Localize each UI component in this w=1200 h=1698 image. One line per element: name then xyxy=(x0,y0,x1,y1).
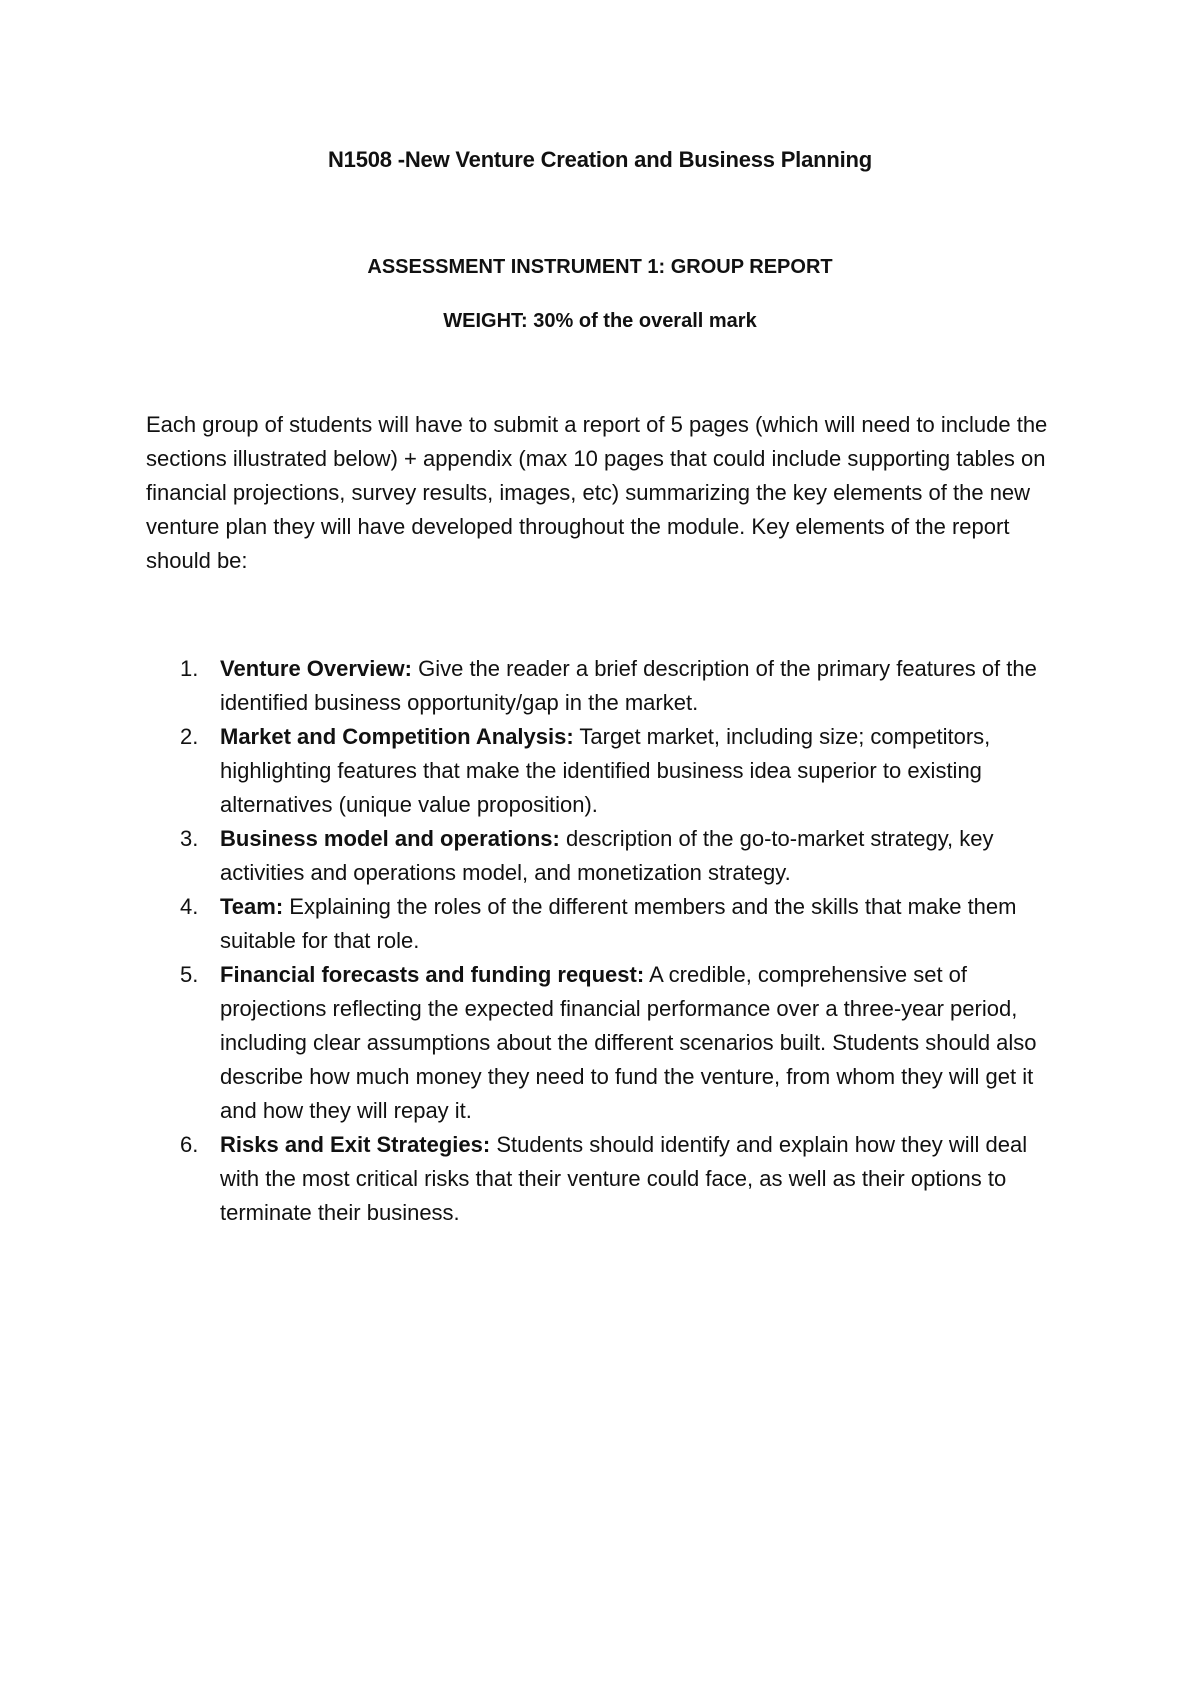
weight-line: WEIGHT: 30% of the overall mark xyxy=(443,310,757,332)
list-item xyxy=(180,720,1068,822)
list-item xyxy=(180,652,1068,720)
section-heading: Market and Competition Analysis xyxy=(220,724,567,749)
course-title: N1508 -New Venture Creation and Business Planning xyxy=(327,147,872,172)
section-separator: : xyxy=(404,656,412,681)
section-separator: : xyxy=(275,894,284,919)
section-heading: Risks and Exit Strategies xyxy=(220,1132,483,1157)
section-text: description of the go-to-market strategy, key activities and operations model, and monetization strategy. xyxy=(220,826,994,885)
list-item xyxy=(180,1128,1068,1230)
section-text: Explaining the roles of the different members and the skills that make them suitable for that role. xyxy=(220,894,1017,953)
list-item-number: 1. xyxy=(180,656,199,681)
list-item-number: 3. xyxy=(180,826,199,851)
list-item-number: 6. xyxy=(180,1132,199,1157)
section-separator: : xyxy=(482,1132,491,1157)
assessment-title: ASSESSMENT INSTRUMENT 1: GROUP REPORT xyxy=(367,256,833,278)
list-item xyxy=(180,958,1068,1128)
section-separator: : xyxy=(552,826,560,851)
section-heading: Venture Overview xyxy=(220,656,405,681)
section-heading: Team xyxy=(220,894,276,919)
list-item-number: 5. xyxy=(180,962,199,987)
list-item xyxy=(180,822,1068,890)
section-heading: Financial forecasts and funding request xyxy=(220,962,637,987)
section-heading: Business model and operations xyxy=(220,826,553,851)
report-sections-list xyxy=(180,652,1068,1230)
section-text: Target market, including size; competitors, highlighting features that make the identified business idea superior to existing alternatives (unique value proposition). xyxy=(220,724,991,817)
section-text: Give the reader a brief description of the primary features of the identified business opportunity/gap in the market. xyxy=(220,656,1037,715)
section-separator: : xyxy=(636,962,645,987)
list-item-number: 2. xyxy=(180,724,199,749)
section-text: Students should identify and explain how they will deal with the most critical risks that their venture could face, as well as their options to terminate their business. xyxy=(220,1132,1028,1225)
list-item xyxy=(180,890,1068,958)
list-item-number: 4. xyxy=(180,894,199,919)
section-text: A credible, comprehensive set of projections reflecting the expected financial performance over a three-year period, including clear assumptions about the different scenarios built. Students should also describe how much money they need to fund the venture, from whom they will get it and how they will repay it. xyxy=(220,962,1037,1123)
section-separator: : xyxy=(566,724,574,749)
intro-paragraph: Each group of students will have to submit a report of 5 pages (which will need to include the sections illustrated below) + appendix (max 10 pages that could include supporting tables on financial projections, survey results, images, etc) summarizing the key elements of the new venture plan they will have developed throughout the module. Key elements of the report should be: xyxy=(146,412,1048,573)
